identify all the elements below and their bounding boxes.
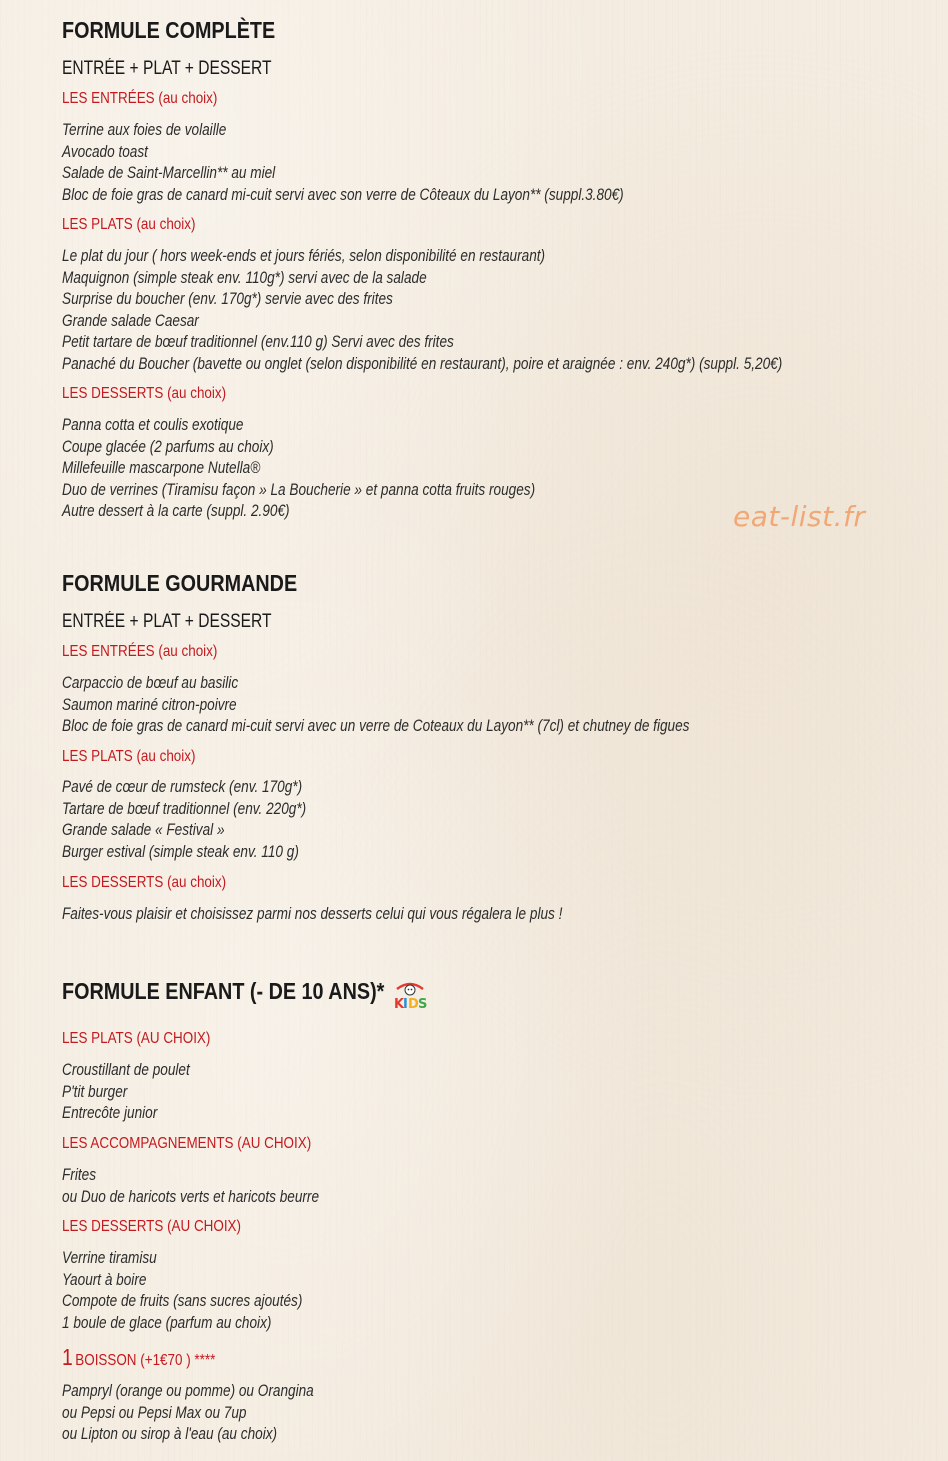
gourmande-entrees-list	[62, 672, 846, 737]
formule-gourmande-subtitle: ENTRÉE + PLAT + DESSERT	[62, 611, 272, 632]
enfant-plats-label: LES PLATS (AU CHOIX)	[62, 1030, 211, 1047]
gourmande-plats-label: LES PLATS (au choix)	[62, 748, 196, 765]
formule-complete-subtitle: ENTRÉE + PLAT + DESSERT	[62, 58, 272, 79]
list-item: P'tit burger	[62, 1081, 128, 1101]
list-item: Grande salade Caesar	[62, 310, 199, 330]
list-item: Le plat du jour ( hors week-ends et jours fériés, selon disponibilité en restaurant)	[62, 246, 546, 265]
complete-plats-list	[62, 245, 948, 374]
list-item: Panna cotta et coulis exotique	[62, 415, 244, 434]
list-item: Coupe glacée (2 parfums au choix)	[62, 436, 274, 456]
list-item: Autre dessert à la carte (suppl. 2.90€)	[62, 501, 290, 520]
complete-entrees-label: LES ENTRÉES (au choix)	[62, 90, 218, 107]
enfant-plats-list	[62, 1059, 222, 1124]
formule-complete-title: FORMULE COMPLÈTE	[62, 17, 276, 43]
enfant-boisson-label	[62, 1344, 215, 1371]
list-item: ou Duo de haricots verts et haricots beurre	[62, 1186, 320, 1206]
formule-gourmande-title: FORMULE GOURMANDE	[62, 570, 298, 596]
enfant-accompagnements-list	[62, 1164, 383, 1207]
list-item: Faites-vous plaisir et choisissez parmi nos desserts celui qui vous régalera le plus !	[62, 904, 563, 923]
list-item: Saumon mariné citron-poivre	[62, 694, 237, 714]
list-item: Tartare de bœuf traditionnel (env. 220g*)	[62, 798, 307, 818]
formule-enfant-title: FORMULE ENFANT (- DE 10 ANS)*	[62, 978, 385, 1004]
list-item: Duo de verrines (Tiramisu façon » La Boucherie » et panna cotta fruits rouges)	[62, 479, 536, 499]
list-item: Entrecôte junior	[62, 1103, 158, 1122]
list-item: Salade de Saint-Marcellin** au miel	[62, 163, 276, 182]
complete-desserts-label: LES DESSERTS (au choix)	[62, 385, 227, 402]
list-item: 1 boule de glace (parfum au choix)	[62, 1312, 272, 1332]
list-item: Maquignon (simple steak env. 110g*) servi avec de la salade	[62, 267, 427, 287]
list-item: Burger estival (simple steak env. 110 g)	[62, 841, 299, 861]
gourmande-plats-list	[62, 776, 367, 862]
list-item: Pavé de cœur de rumsteck (env. 170g*)	[62, 777, 303, 796]
list-item: Yaourt à boire	[62, 1269, 147, 1289]
svg-text:I: I	[403, 997, 408, 1012]
boisson-count: 1	[62, 1344, 73, 1370]
list-item: Bloc de foie gras de canard mi-cuit servi avec un verre de Coteaux du Layon** (7cl) et chutney de figues	[62, 716, 690, 735]
list-item: Avocado toast	[62, 141, 148, 161]
list-item: Verrine tiramisu	[62, 1248, 157, 1267]
enfant-accompagnements-label: LES ACCOMPAGNEMENTS (AU CHOIX)	[62, 1135, 312, 1152]
list-item: Carpaccio de bœuf au basilic	[62, 673, 239, 692]
list-item: Surprise du boucher (env. 170g*) servie avec des frites	[62, 289, 393, 308]
kids-logo-icon	[391, 977, 429, 1013]
list-item: ou Lipton ou sirop à l'eau (au choix)	[62, 1424, 278, 1443]
list-item: Bloc de foie gras de canard mi-cuit servi avec son verre de Côteaux du Layon** (suppl.3.80€)	[62, 184, 624, 204]
enfant-desserts-list	[62, 1247, 362, 1333]
list-item: Grande salade « Festival »	[62, 820, 225, 839]
svg-text:K: K	[394, 997, 405, 1012]
enfant-boisson-list	[62, 1380, 377, 1445]
complete-plats-label: LES PLATS (au choix)	[62, 216, 196, 233]
complete-desserts-list	[62, 414, 653, 522]
enfant-desserts-label: LES DESSERTS (AU CHOIX)	[62, 1218, 241, 1235]
list-item: ou Pepsi ou Pepsi Max ou 7up	[62, 1402, 247, 1422]
list-item: Pampryl (orange ou pomme) ou Orangina	[62, 1381, 314, 1400]
svg-text:S: S	[418, 997, 428, 1012]
list-item: Petit tartare de bœuf traditionnel (env.110 g) Servi avec des frites	[62, 332, 454, 351]
list-item: Croustillant de poulet	[62, 1060, 190, 1079]
boisson-label-text: BOISSON (+1€70 ) ****	[75, 1352, 216, 1369]
list-item: Millefeuille mascarpone Nutella®	[62, 458, 261, 477]
list-item: Terrine aux foies de volaille	[62, 120, 227, 139]
gourmande-desserts-label: LES DESSERTS (au choix)	[62, 874, 227, 891]
svg-text:D: D	[408, 997, 419, 1012]
list-item: Compote de fruits (sans sucres ajoutés)	[62, 1291, 303, 1310]
list-item: Frites	[62, 1165, 96, 1184]
gourmande-desserts-list	[62, 903, 688, 925]
gourmande-entrees-label: LES ENTRÉES (au choix)	[62, 643, 218, 660]
list-item: Panaché du Boucher (bavette ou onglet (selon disponibilité en restaurant), poire et araignée : env. 240g*) (suppl. 5,20€)	[62, 353, 783, 373]
watermark: eat-list.fr	[733, 500, 866, 533]
complete-entrees-list	[62, 119, 764, 205]
